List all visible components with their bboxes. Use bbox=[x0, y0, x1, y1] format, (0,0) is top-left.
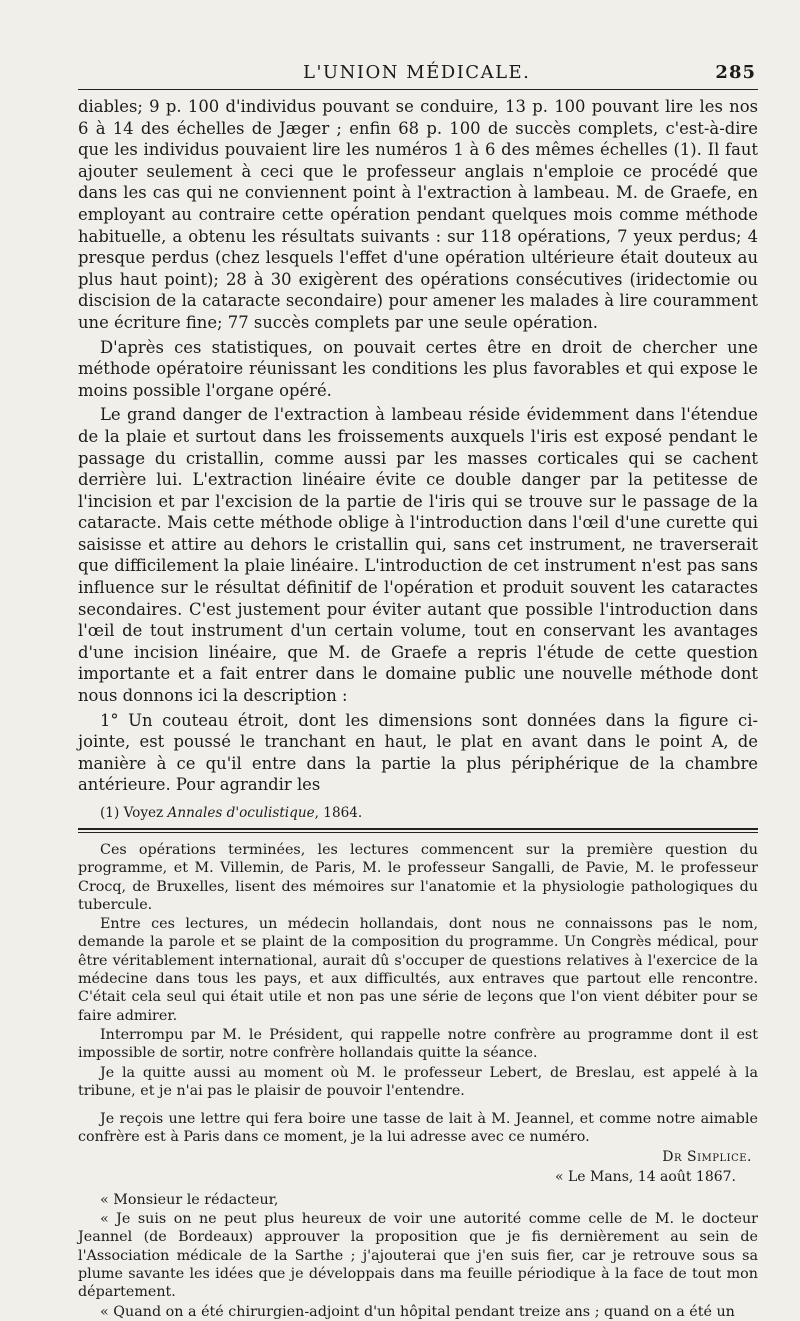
footnote bbox=[100, 804, 758, 822]
header-rule bbox=[78, 89, 758, 90]
paragraph: « Quand on a été chirurgien-adjoint d'un hôpital pendant treize ans ; quand on a été un bbox=[100, 1303, 735, 1320]
footnote-year: , 1864. bbox=[314, 805, 363, 821]
page bbox=[78, 62, 758, 1321]
paragraph: Je reçois une lettre qui fera boire une tasse de lait à M. Jeannel, et comme notre aimable confrère est à Paris dans ce moment, je la lui adresse avec ce numéro. bbox=[78, 1111, 758, 1146]
footnote-lead: (1) Voyez bbox=[100, 805, 168, 821]
signature: Dr Simplice. bbox=[662, 1148, 752, 1165]
paragraph: Je la quitte aussi au moment où M. le professeur Lebert, de Breslau, est appelé à la tribune, et je n'ai pas le plaisir de pouvoir l'entendre. bbox=[78, 1064, 758, 1099]
running-title: L'UNION MÉDICALE. bbox=[303, 62, 531, 83]
letter-dateline: « Le Mans, 14 août 1867. bbox=[554, 1168, 736, 1185]
paragraph: diables; 9 p. 100 d'individus pouvant se conduire, 13 p. 100 pouvant lire les nos 6 à 14 des échelles de Jæger ; enfin 68 p. 100 de succès complets, c'est-à-dire que les individus pouvaient lire les numéros 1 à 6 des mêmes échelles (1). Il faut ajouter seulement à ceci que le professeur anglais n'emploie ce procédé que dans les cas qui ne conviennent point à l'extraction à lambeau. M. de Graefe, en employant au contraire cette opération pendant quelques mois comme méthode habituelle, a obtenu les résultats suivants : sur 118 opérations, 7 yeux perdus; 4 presque perdus (chez lesquels l'effet d'une opération ultérieure était douteux au plus haut point); 28 à 30 exigèrent des opérations consécutives (iridectomie ou discision de la cataracte secondaire) pour amener les malades à lire couramment une écriture fine; 77 succès complets par une seule opération. bbox=[78, 97, 758, 332]
paragraph: 1° Un couteau étroit, dont les dimensions sont données dans la figure ci-jointe, est poussé le tranchant en haut, le plat en avant dans le point A, de manière à ce qu'il entre dans la partie la plus périphérique de la chambre antérieure. Pour agrandir les bbox=[78, 710, 758, 795]
page-number: 285 bbox=[715, 62, 756, 83]
feuilleton-section bbox=[78, 841, 758, 1321]
paragraph: Ces opérations terminées, les lectures commencent sur la première question du programme, et M. Villemin, de Paris, M. le professeur Sangalli, de Pavie, M. le professeur Crocq, de Bruxelles, lisent des mémoires sur l'anatomie et la physiologie pathologiques du tubercule. bbox=[78, 842, 758, 913]
main-article bbox=[78, 96, 758, 796]
section-divider bbox=[78, 828, 758, 833]
letter-salutation: « Monsieur le rédacteur, bbox=[100, 1191, 279, 1208]
paragraph: D'après ces statistiques, on pouvait certes être en droit de chercher une méthode opératoire réunissant les conditions les plus favorables et qui expose le moins possible l'organe opéré. bbox=[78, 337, 758, 400]
running-header bbox=[78, 62, 758, 89]
paragraph: Interrompu par M. le Président, qui rappelle notre confrère au programme dont il est impossible de sortir, notre confrère hollandais quitte la séance. bbox=[78, 1026, 758, 1062]
footnote-source: Annales d'oculistique bbox=[167, 805, 315, 821]
paragraph: Le grand danger de l'extraction à lambeau réside évidemment dans l'étendue de la plaie et surtout dans les froissements auxquels l'iris est exposé pendant le passage du cristallin, comme aussi par les masses corticales qui se cachent derrière lui. L'extraction linéaire évite ce double danger par la petitesse de l'incision et par l'excision de la partie de l'iris qui se trouve sur le passage de la cataracte. Mais cette méthode oblige à l'introduction dans l'œil d'une curette qui saisisse et attire au dehors le cristallin qui, sans cet instrument, ne traverserait que difficilement la plaie linéaire. L'introduction de cet instrument n'est pas sans influence sur le résultat définitif de l'opération et produit souvent les cataractes secondaires. C'est justement pour éviter autant que possible l'introduction dans l'œil de tout instrument d'un certain volume, tout en conservant les avantages d'une incision linéaire, que M. de Graefe a repris l'étude de cette question importante et a fait entrer dans le domaine public une nouvelle méthode dont nous donnons ici la description : bbox=[78, 405, 758, 706]
paragraph: « Je suis on ne peut plus heureux de voir une autorité comme celle de M. le docteur Jeannel (de Bordeaux) approuver la proposition que je fis dernièrement au sein de l'Association médicale de la Sarthe ; j'ajouterai que j'en suis fier, car je retrouve sous sa plume savante les idées que je développais dans ma feuille périodique à la face de tout mon département. bbox=[78, 1211, 758, 1301]
paragraph: Entre ces lectures, un médecin hollandais, dont nous ne connaissons pas le nom, demande la parole et se plaint de la composition du programme. Un Congrès médical, pour être véritablement international, aurait dû s'occuper de questions relatives à l'exercice de la médecine dans tous les pays, et aux difficultés, aux entraves que partout elle rencontre. C'était cela seul qui était utile et non pas une série de leçons que l'on vient débiter pour se faire admirer. bbox=[78, 916, 758, 1024]
